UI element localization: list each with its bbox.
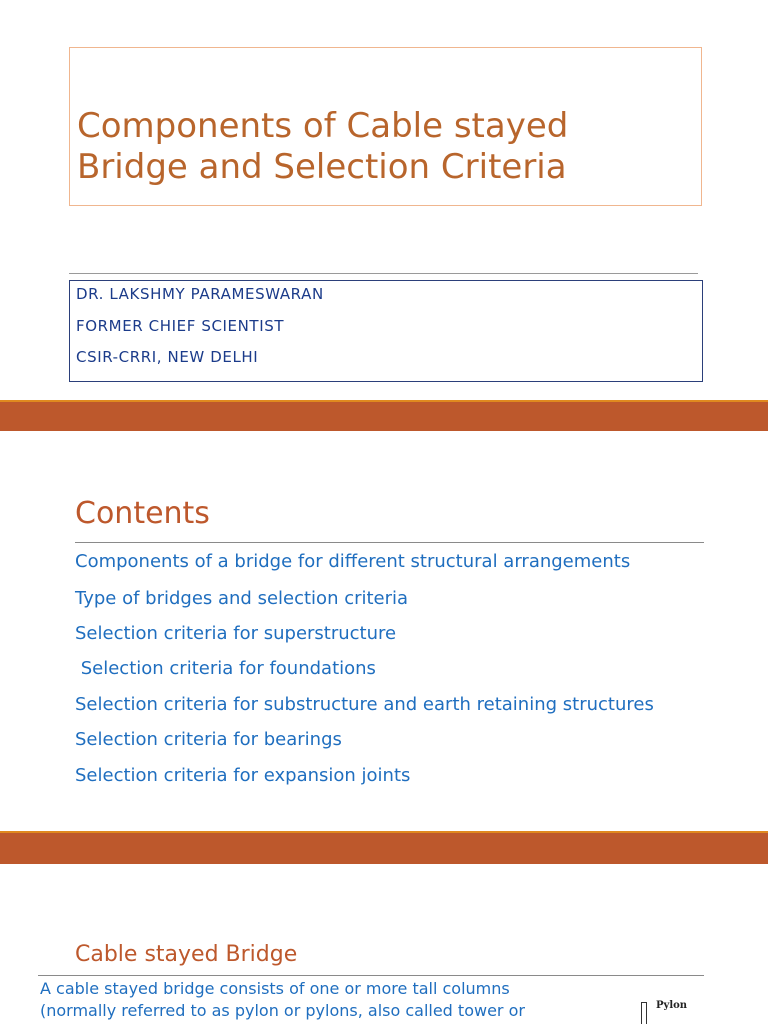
author-affiliation: CSIR-CRRI, NEW DELHI bbox=[76, 348, 259, 366]
slide-divider-2 bbox=[0, 831, 768, 864]
contents-item[interactable]: Components of a bridge for different structural arrangements bbox=[75, 551, 631, 572]
cable-stayed-paragraph bbox=[40, 978, 600, 1022]
slide-contents bbox=[0, 431, 768, 831]
contents-item[interactable]: Selection criteria for superstructure bbox=[75, 623, 397, 644]
slide-divider-1 bbox=[0, 400, 768, 431]
title-line-1: Components of Cable stayed bbox=[77, 106, 569, 146]
contents-item[interactable]: Selection criteria for bearings bbox=[75, 729, 342, 750]
contents-heading: Contents bbox=[75, 496, 210, 531]
paragraph-line-1: A cable stayed bridge consists of one or more tall columns bbox=[40, 979, 510, 998]
contents-item[interactable]: Selection criteria for expansion joints bbox=[75, 765, 411, 786]
contents-item[interactable]: Type of bridges and selection criteria bbox=[75, 588, 409, 609]
slide-cable-stayed bbox=[0, 864, 768, 1024]
paragraph-line-2: (normally referred to as pylon or pylons, also called tower or bbox=[40, 1001, 525, 1020]
pylon-figure-icon bbox=[641, 1002, 647, 1024]
cable-stayed-rule bbox=[38, 975, 704, 976]
author-designation: FORMER CHIEF SCIENTIST bbox=[76, 317, 285, 335]
author-box bbox=[69, 280, 703, 382]
author-name: DR. LAKSHMY PARAMESWARAN bbox=[76, 285, 324, 303]
pylon-label: Pylon bbox=[656, 1000, 688, 1011]
title-box bbox=[69, 47, 702, 206]
slide-title-heading bbox=[77, 106, 697, 188]
title-line-2: Bridge and Selection Criteria bbox=[77, 147, 567, 187]
slide-title bbox=[0, 0, 768, 400]
contents-rule bbox=[75, 542, 704, 543]
contents-item[interactable]: Selection criteria for substructure and earth retaining structures bbox=[75, 694, 654, 715]
contents-item[interactable]: Selection criteria for foundations bbox=[75, 658, 376, 679]
separator-line bbox=[69, 273, 698, 274]
cable-stayed-heading: Cable stayed Bridge bbox=[75, 942, 298, 967]
